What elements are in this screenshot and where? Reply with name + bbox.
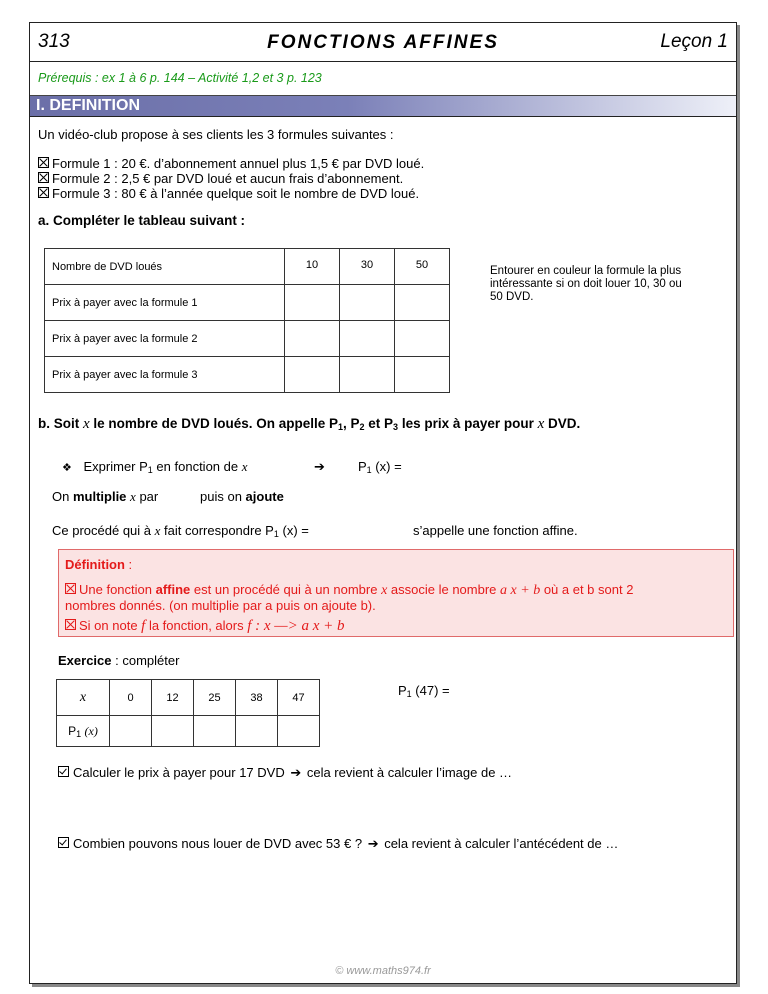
x-box-icon: [65, 583, 76, 594]
blank-cell[interactable]: [340, 357, 395, 393]
x-box-icon: [38, 187, 49, 198]
formula-1: [38, 156, 424, 171]
def-line1-b: est un procédé qui à un nombre: [190, 582, 382, 597]
diamond-bullet-icon: ❖: [62, 462, 72, 474]
x-box-icon: [38, 172, 49, 183]
dvd-price-table: [44, 248, 450, 393]
row-label-formula-2: Prix à payer avec la formule 2: [45, 321, 285, 357]
section-title: I. DEFINITION: [36, 97, 140, 114]
express-label: Exprimer P: [83, 459, 148, 474]
part-b-title-tail: DVD.: [544, 416, 581, 431]
right-arrow-icon: ➔: [367, 836, 379, 851]
formula-2: [38, 171, 403, 186]
def-line3-a: Si on note: [79, 618, 142, 633]
express-arrow: [312, 459, 327, 475]
table-row: [45, 249, 450, 285]
part-b-title: b. Soit x le nombre de DVD loués. On appelle $P_1$, $P_2$ et $P_3$ les prix à payer pour x DVD.: [38, 416, 581, 432]
table-row: [45, 321, 450, 357]
lesson-label: Leçon 1: [660, 31, 728, 52]
blank-cell[interactable]: [340, 285, 395, 321]
part-a-title: a. Compléter le tableau suivant :: [38, 213, 246, 228]
multiply-par: par: [135, 489, 159, 504]
definition-title: Définition :: [65, 557, 133, 572]
blank-cell[interactable]: [395, 357, 450, 393]
p47-line: $P_1$ (47) =: [398, 683, 450, 699]
multiply-bold: multiplie: [72, 489, 127, 504]
def-line1-c: associe le nombre: [387, 582, 501, 597]
q1-text-b: cela revient à calculer l’image de …: [303, 765, 513, 780]
express-line: ❖ Exprimer $P_1$ en fonction de x: [62, 459, 248, 475]
blank-cell[interactable]: [340, 321, 395, 357]
add-bold: ajoute: [245, 489, 284, 504]
part-b-title-start: b. Soit: [38, 416, 83, 431]
right-arrow-icon: ➔: [314, 459, 325, 474]
section-heading-bar: [30, 95, 736, 117]
worksheet-frame: [29, 22, 737, 984]
row-label-formula-3: Prix à payer avec la formule 3: [45, 357, 285, 393]
blank-cell[interactable]: [152, 716, 194, 747]
checkbox-icon: [58, 837, 69, 848]
question-1: [58, 765, 512, 781]
exercise-value: 38: [236, 680, 278, 716]
process-end: (x) =: [278, 523, 309, 538]
formula-3-text: Formule 3 : 80 € à l’année quelque soit le nombre de DVD loué.: [52, 186, 420, 201]
q1-text-a: Calculer le prix à payer pour 17 DVD: [73, 765, 289, 780]
var-x: x: [83, 416, 90, 432]
table-col-10: 10: [285, 249, 340, 285]
multiply-text: On: [52, 489, 73, 504]
definition-box: [58, 549, 734, 637]
table-col-50: 50: [395, 249, 450, 285]
table-col-30: 30: [340, 249, 395, 285]
table-header-label: Nombre de DVD loués: [45, 249, 285, 285]
definition-title-text: Définition: [65, 557, 125, 572]
row-label-formula-1: Prix à payer avec la formule 1: [45, 285, 285, 321]
exercise-value: 12: [152, 680, 194, 716]
blank-cell[interactable]: [236, 716, 278, 747]
blank-cell[interactable]: [285, 285, 340, 321]
exercise-value: 25: [194, 680, 236, 716]
table-row: [45, 357, 450, 393]
exercise-rest: : compléter: [111, 653, 180, 668]
exercise-bold: Exercice: [58, 653, 112, 668]
part-b-title-end: les prix à payer pour: [398, 416, 538, 431]
q2-text-a: Combien pouvons nous louer de DVD avec 53 € ?: [73, 836, 366, 851]
footer-copyright: © www.maths974.fr: [335, 965, 431, 977]
definition-line-3: Si on note f la fonction, alors f : x —> a x + b: [65, 618, 345, 635]
checkbox-icon: [58, 766, 69, 777]
table-row: [57, 716, 320, 747]
exercise-head-x: x: [57, 680, 110, 716]
exercise-table: [56, 679, 320, 747]
definition-line-2: nombres donnés. (on multiplie par a puis on ajoute b).: [65, 598, 376, 613]
exercise-label: [58, 653, 179, 668]
process-text: Ce procédé qui à: [52, 523, 155, 538]
row-label-p: P: [68, 723, 77, 738]
express-rest: en fonction de: [152, 459, 242, 474]
blank-cell[interactable]: [194, 716, 236, 747]
question-2: [58, 836, 618, 852]
process-tail: s’appelle une fonction affine.: [413, 523, 578, 538]
p47-label: P: [398, 683, 407, 698]
blank-cell[interactable]: [285, 321, 340, 357]
table-row: [57, 680, 320, 716]
p47-rest: (47) =: [411, 683, 450, 698]
formula-3: [38, 186, 419, 201]
part-b-title-mid: le nombre de DVD loués. On appelle P: [89, 416, 338, 431]
x-box-icon: [38, 157, 49, 168]
q2-text-b: cela revient à calculer l’antécédent de …: [380, 836, 619, 851]
add-text: puis on: [200, 489, 246, 504]
page-header: [30, 23, 736, 62]
x-box-icon: [65, 619, 76, 630]
exercise-row-label: $P_1$ (x): [57, 716, 110, 747]
blank-cell[interactable]: [395, 321, 450, 357]
multiply-line: On multiplie x par: [52, 489, 159, 504]
right-arrow-icon: ➔: [290, 765, 302, 780]
exercise-value: 47: [278, 680, 320, 716]
def-line3-expr: f : x —> a x + b: [247, 618, 345, 634]
table-row: [45, 285, 450, 321]
express-result: $P_1$ (x) =: [358, 459, 402, 475]
blank-cell[interactable]: [278, 716, 320, 747]
def-line1-d: où a et b sont 2: [540, 582, 634, 597]
def-line3-b: la fonction, alors: [145, 618, 248, 633]
row-label-var: (x): [84, 723, 98, 738]
formula-1-text: Formule 1 : 20 €. d’abonnement annuel plus 1,5 € par DVD loué.: [52, 156, 425, 171]
blank-cell[interactable]: [285, 357, 340, 393]
page-number: 313: [38, 31, 70, 52]
process-mid: fait correspondre P: [160, 523, 274, 538]
formula-2-text: Formule 2 : 2,5 € par DVD loué et aucun frais d’abonnement.: [52, 171, 404, 186]
def-line1-bold: affine: [155, 582, 191, 597]
process-line: Ce procédé qui à x fait correspondre $P_1$ (x) =: [52, 523, 309, 539]
intro-text: Un vidéo-club propose à ses clients les 3 formules suivantes :: [38, 127, 394, 142]
side-note: Entourer en couleur la formule la plus intéressante si on doit louer 10, 30 ou 50 DVD.: [490, 265, 682, 303]
blank-cell[interactable]: [395, 285, 450, 321]
blank-cell[interactable]: [110, 716, 152, 747]
definition-line-1: Une fonction affine est un procédé qui à un nombre x associe le nombre a x + b où a et b sont 2: [65, 582, 633, 599]
def-line1-a: Une fonction: [79, 582, 156, 597]
add-line: [200, 489, 284, 504]
def-line1-expr: a x + b: [500, 583, 541, 598]
express-result-text: (x) =: [371, 459, 402, 474]
exercise-value: 0: [110, 680, 152, 716]
prerequisites: Prérequis : ex 1 à 6 p. 144 – Activité 1,2 et 3 p. 123: [38, 71, 322, 85]
page-title: FONCTIONS AFFINES: [267, 32, 499, 53]
